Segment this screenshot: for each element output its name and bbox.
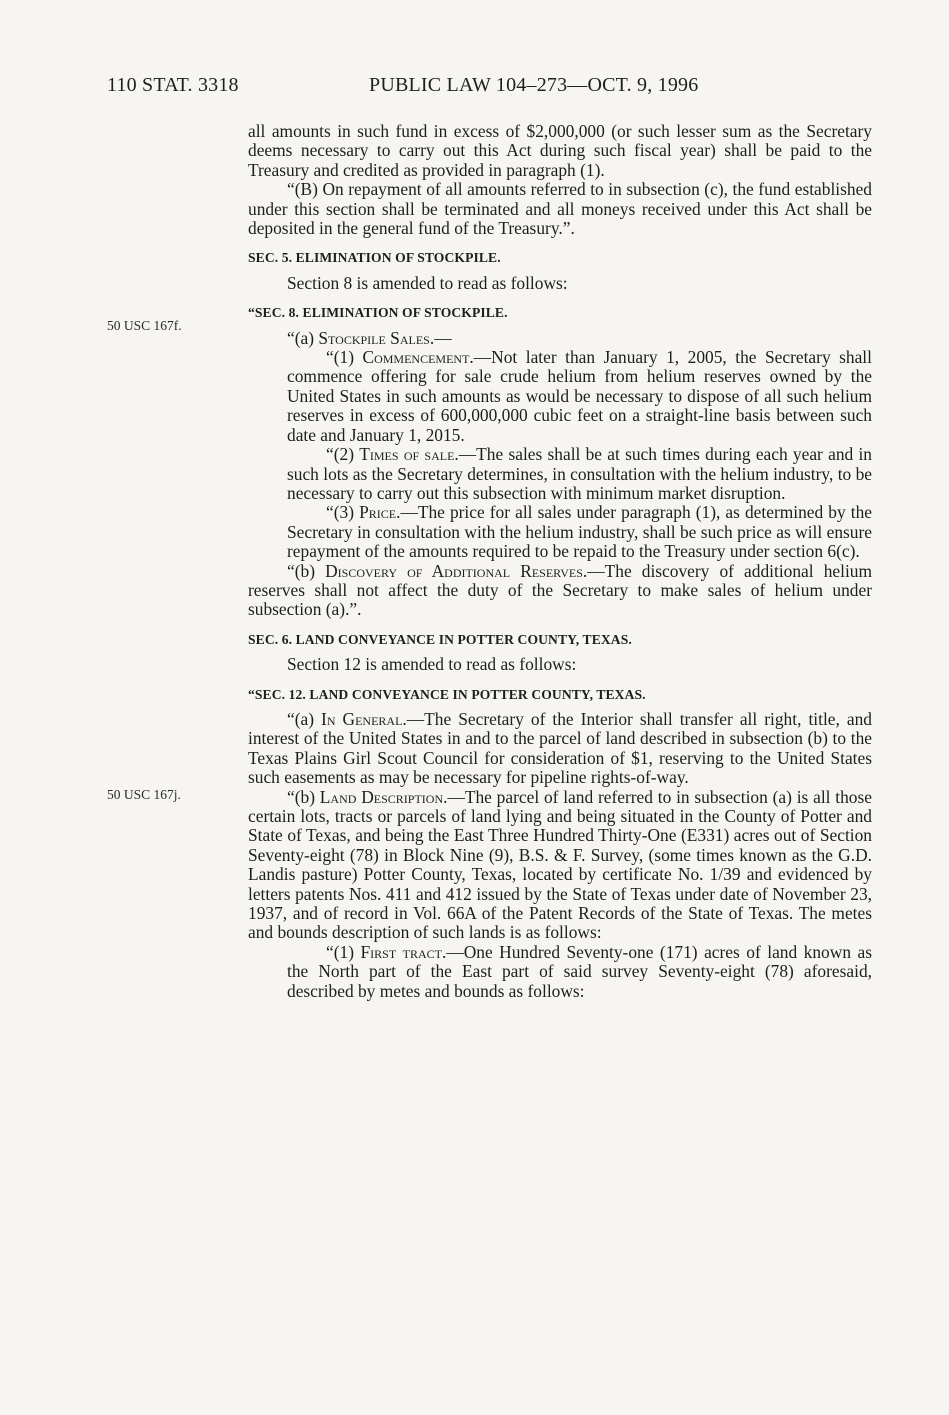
section-5-intro: Section 8 is amended to read as follows:	[287, 272, 568, 293]
subsection-gb-text: .—The parcel of land referred to in subsection (a) is all those certain lots, tracts or parcels of land lying and being situated in the County of Potter and State of Texas, and being the East Three Hundred Thirty-One (E331) acres out of Section Seventy-eight (78) in Block Nine (9), B.S. & F. Survey, (some times known as the G.D. Landis pasture) Potter County, Texas, located by certificate No. 1/39 and evidenced by letters patents Nos. 411 and 412 issued by the State of Texas under date of November 23, 1937, and of record in Vol. 66A of the Patent Records of the State of Texas. The metes and bounds description of such lands is as follows:	[248, 786, 872, 943]
section-6-heading: SEC. 6. LAND CONVEYANCE IN POTTER COUNTY, TEXAS.	[248, 631, 632, 647]
paragraph-a3-caption: Price	[359, 502, 397, 523]
margin-note-sec5: 50 USC 167f.	[107, 318, 182, 333]
subsection-b-discovery	[248, 562, 872, 620]
subsection-b-lead: “(b)	[287, 560, 326, 581]
subsection-ga-lead: “(a)	[287, 708, 322, 729]
document-body	[248, 122, 872, 1001]
paragraph-a3-lead: “(3)	[326, 502, 360, 523]
paragraph-a2	[287, 445, 872, 503]
subsection-a-heading	[248, 329, 872, 348]
first-tract-lead: “(1)	[326, 941, 361, 962]
paragraph-a2-caption: Times of sale	[359, 444, 455, 465]
public-law-title: PUBLIC LAW 104–273—OCT. 9, 1996	[369, 74, 699, 96]
subsection-a-tail: .—	[429, 327, 452, 348]
subsection-b-land-description	[248, 788, 872, 943]
first-tract-text: .—One Hundred Seventy-one (171) acres of land known as the North part of the East part of said survey Seventy-eight (78) aforesaid, described by metes and bounds as follows:	[287, 941, 872, 1001]
paragraph-a1	[287, 348, 872, 445]
section-6-intro: Section 12 is amended to read as follows:	[287, 654, 577, 675]
paragraph-a2-text: .—The sales shall be at such times during each year and in such lots as the Secretary determines, in consultation with the helium industry, to be necessary to carry out this subsection with minimum market disruption.	[287, 444, 872, 503]
section-12-heading: “SEC. 12. LAND CONVEYANCE IN POTTER COUNTY, TEXAS.	[248, 686, 646, 702]
subsection-a-general	[248, 710, 872, 788]
paragraph-a1-text: .—Not later than January 1, 2005, the Secretary shall commence offering for sale crude helium from helium reserves owned by the United States in such amounts as would be necessary to dispose of all such helium reserves in excess of 600,000,000 cubic feet on a straight-line basis between such date and January 1, 2015.	[287, 347, 872, 445]
paragraph-a1-lead: “(1)	[326, 347, 363, 368]
statute-citation: 110 STAT. 3318	[107, 74, 239, 96]
subsection-a-lead: “(a)	[287, 327, 319, 348]
paragraph-b-repayment: “(B) On repayment of all amounts referred to in subsection (c), the fund established under this section shall be terminated and all moneys received under this Act shall be deposited in the general fund of the Treasury.”.	[248, 179, 872, 239]
paragraph-continuation: all amounts in such fund in excess of $2,000,000 (or such lesser sum as the Secretary deems necessary to carry out this Act during such fiscal year) shall be paid to the Treasury and credited as provided in paragraph (1).	[248, 121, 872, 180]
section-8-heading: “SEC. 8. ELIMINATION OF STOCKPILE.	[248, 305, 508, 321]
paragraph-a3-text: .—The price for all sales under paragraph (1), as determined by the Secretary in consultation with the helium industry, shall be such price as will ensure repayment of the amounts required to be repaid to the Treasury under section 6(c).	[287, 502, 872, 562]
subsection-ga-text: .—The Secretary of the Interior shall transfer all right, title, and interest of the United States in and to the parcel of land described in subsection (b) to the Texas Plains Girl Scout Council for consideration of $1, reserving to the United States such easements as may be necessary for pipeline rights-of-way.	[248, 708, 872, 788]
paragraph-a3	[287, 503, 872, 561]
subsection-b-caption: Discovery of Additional Reserves	[325, 560, 583, 581]
subsection-ga-caption: In General	[321, 708, 403, 729]
subsection-a-caption: Stockpile Sales	[318, 327, 430, 348]
subsection-gb-lead: “(b)	[287, 786, 320, 807]
first-tract-caption: First tract	[360, 941, 442, 962]
paragraph-a1-caption: Commencement	[362, 347, 470, 368]
section-5-heading: SEC. 5. ELIMINATION OF STOCKPILE.	[248, 250, 501, 266]
subsection-b-text: .—The discovery of additional helium reserves shall not affect the duty of the Secretary to make sales of helium under subsection (a).”.	[248, 560, 873, 620]
paragraph-first-tract	[287, 943, 872, 1001]
paragraph-a2-lead: “(2)	[326, 444, 360, 465]
subsection-gb-caption: Land Description	[319, 786, 444, 807]
margin-note-sec6: 50 USC 167j.	[107, 787, 181, 802]
